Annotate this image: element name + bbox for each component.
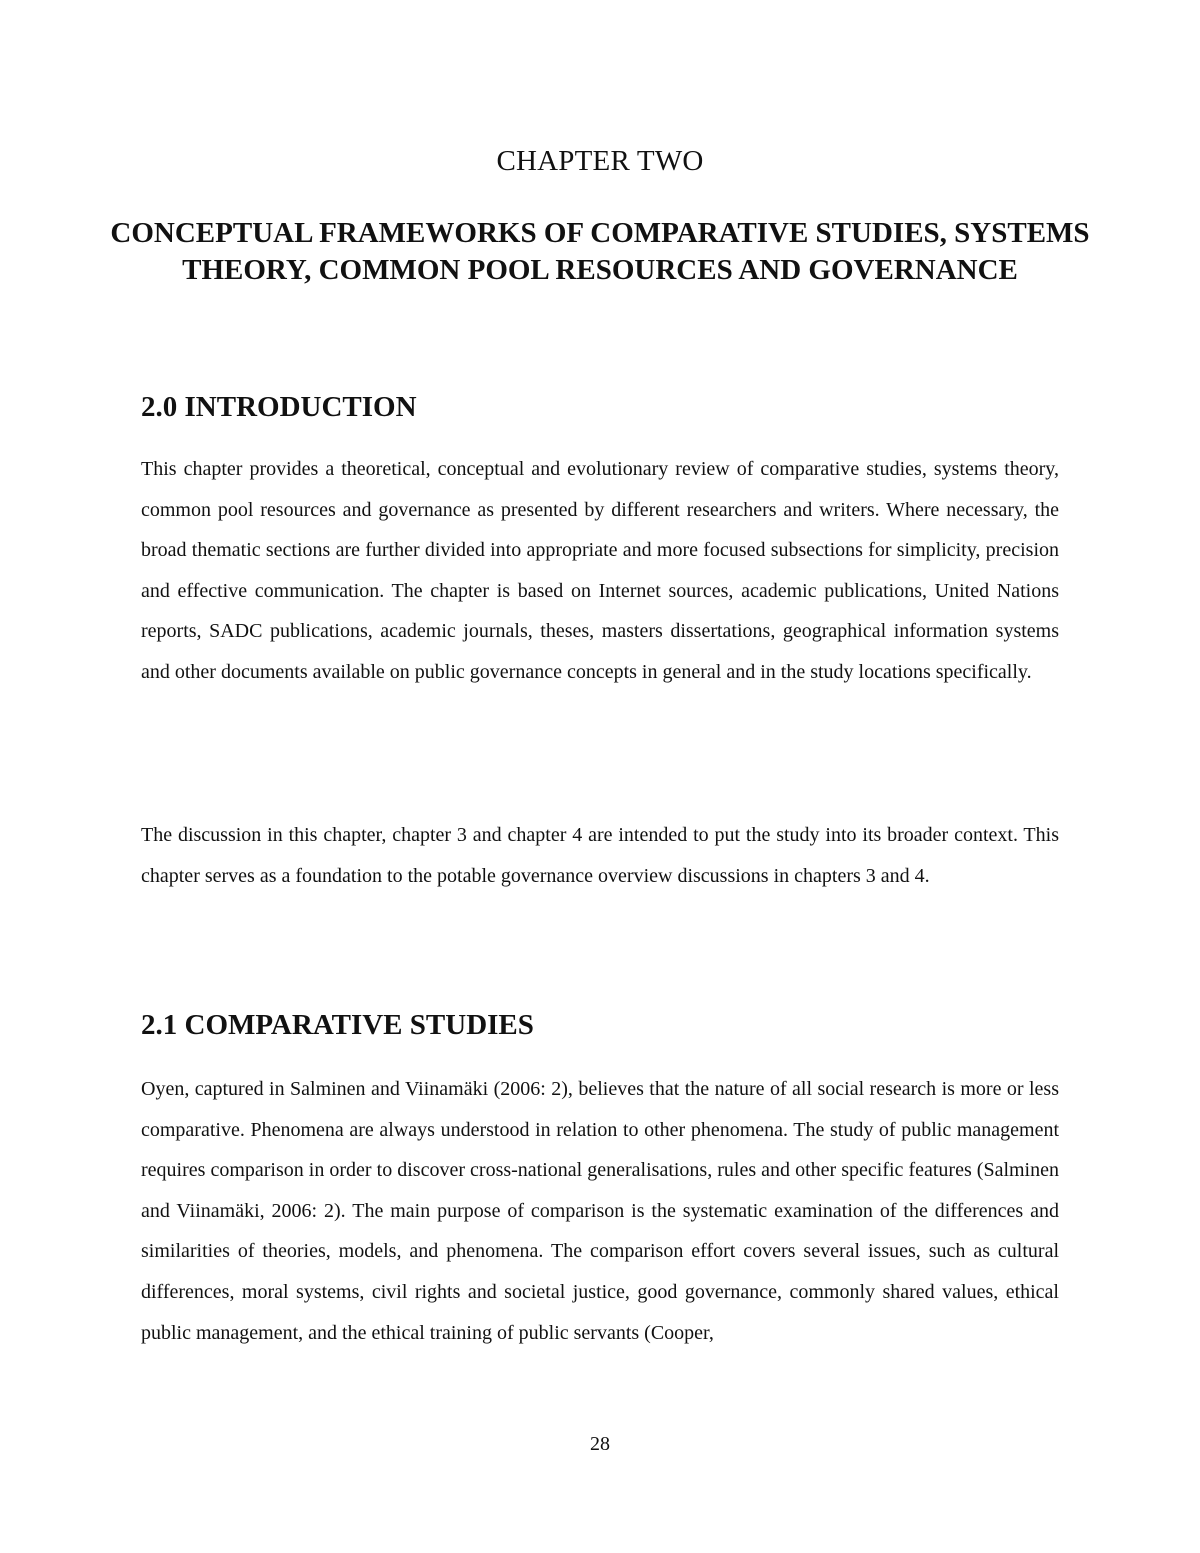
paragraph-comparative-studies-1: Oyen, captured in Salminen and Viinamäki (2006: 2), believes that the nature of all social research is more or less comparative. Phenomena are always understood in relation to other phenomena. The study of public management requires comparison in order to discover cross-national generalisations, rules and other specific features (Salminen and Viinamäki, 2006: 2). The main purpose of comparison is the systematic examination of the differences and similarities of theories, models, and phenomena. The comparison effort covers several issues, such as cultural differences, moral systems, civil rights and societal justice, good governance, commonly shared values, ethical public management, and the ethical training of public servants (Cooper,	[141, 1078, 1059, 1344]
page-number: 28	[590, 1433, 610, 1455]
chapter-title: CONCEPTUAL FRAMEWORKS OF COMPARATIVE STUDIES, SYSTEMS THEORY, COMMON POOL RESOURCES AND GOVERNANCE	[110, 217, 1090, 286]
paragraph-introduction-2: The discussion in this chapter, chapter 3 and chapter 4 are intended to put the study into its broader context. This chapter serves as a foundation to the potable governance overview discussions in chapters 3 and 4.	[141, 824, 1059, 887]
chapter-label: CHAPTER TWO	[496, 145, 704, 177]
paragraph-introduction-1: This chapter provides a theoretical, conceptual and evolutionary review of comparative studies, systems theory, common pool resources and governance as presented by different researchers and writers. Where necessary, the broad thematic sections are further divided into appropriate and more focused subsections for simplicity, precision and effective communication. The chapter is based on Internet sources, academic publications, United Nations reports, SADC publications, academic journals, theses, masters dissertations, geographical information systems and other documents available on public governance concepts in general and in the study locations specifically.	[141, 458, 1059, 683]
section-heading-introduction: 2.0 INTRODUCTION	[141, 391, 417, 423]
section-heading-comparative-studies: 2.1 COMPARATIVE STUDIES	[141, 1009, 534, 1041]
